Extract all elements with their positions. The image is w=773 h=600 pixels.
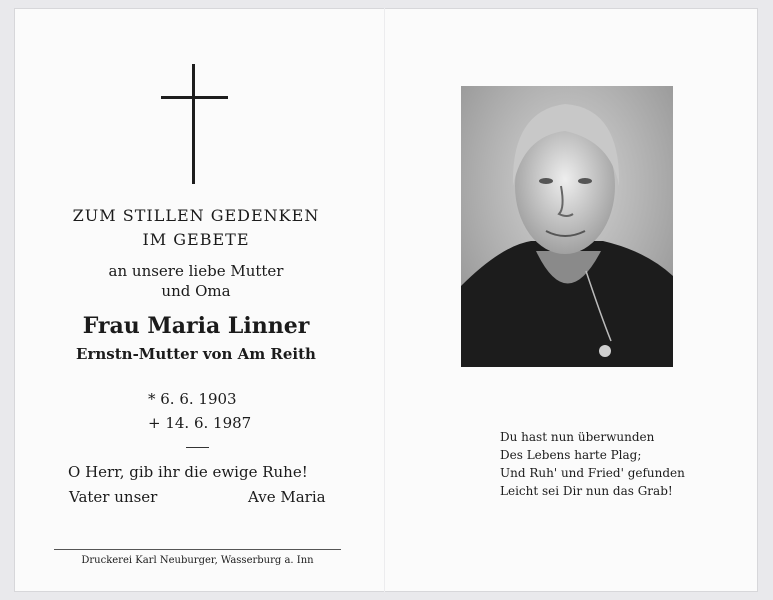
heading-line-1: ZUM STILLEN GEDENKEN (72, 206, 320, 225)
deceased-name: Frau Maria Linner (82, 313, 310, 339)
house-name: Ernstn-Mutter von Am Reith (76, 345, 316, 363)
verse-line-4: Leicht sei Dir nun das Grab! (500, 484, 673, 498)
verse-line-1: Du hast nun überwunden (500, 430, 655, 444)
printer-credit: Druckerei Karl Neuburger, Wasserburg a. Inn (81, 555, 314, 566)
prayer-line: O Herr, gib ihr die ewige Ruhe! (68, 463, 308, 481)
portrait-photo (461, 86, 673, 367)
verse-line-2: Des Lebens harte Plag; (500, 448, 642, 462)
death-date: + 14. 6. 1987 (148, 414, 252, 432)
ave-maria-text: Ave Maria (248, 488, 326, 506)
heading-line-2: IM GEBETE (142, 230, 250, 249)
vater-unser-text: Vater unser (69, 488, 158, 506)
subtitle-line-2: und Oma (161, 282, 231, 300)
verse-line-3: Und Ruh' und Fried' gefunden (500, 466, 685, 480)
divider (186, 447, 209, 448)
card-fold (384, 8, 385, 592)
birth-date: * 6. 6. 1903 (148, 390, 237, 408)
subtitle-line-1: an unsere liebe Mutter (108, 262, 284, 280)
printer-rule (54, 549, 341, 550)
